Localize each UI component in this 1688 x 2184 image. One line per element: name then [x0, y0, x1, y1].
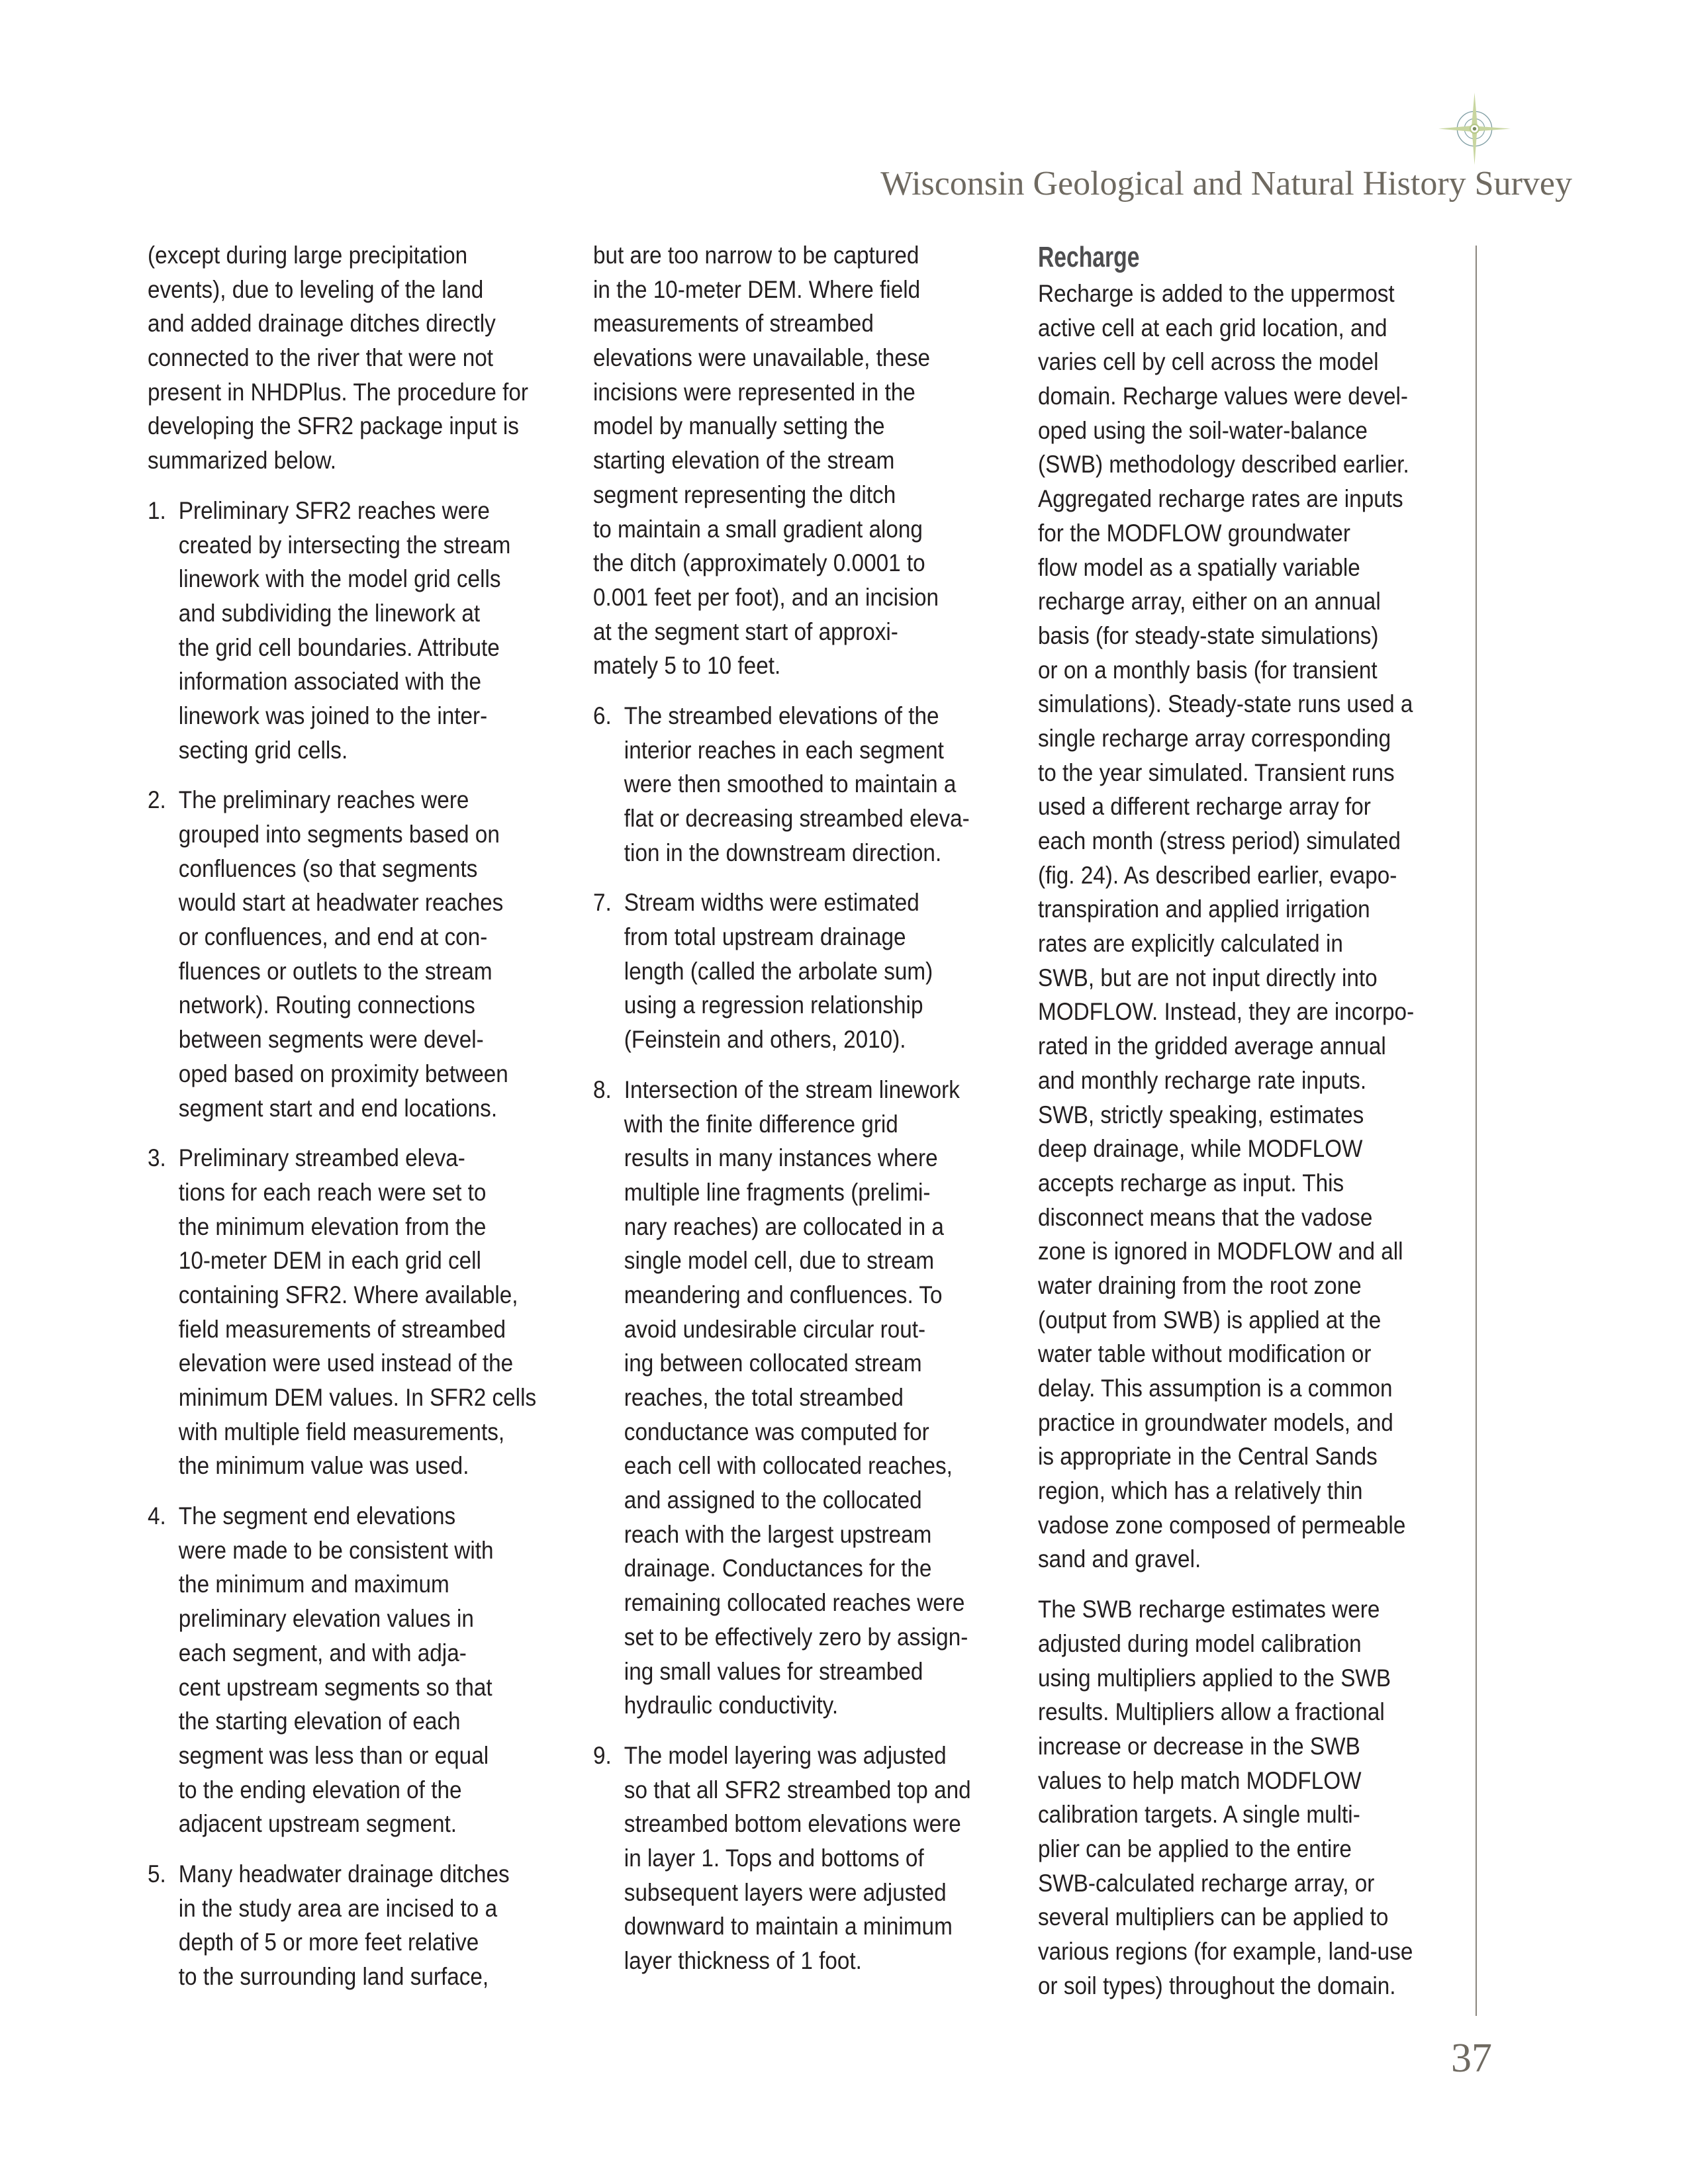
text-line: and added drainage ditches directly: [148, 310, 496, 338]
text-line: so that all SFR2 streambed top and: [624, 1776, 971, 1803]
text-line: with the finite difference grid: [624, 1110, 898, 1138]
text-line: 0.001 feet per foot), and an incision: [593, 583, 939, 611]
text-line: active cell at each grid location, and: [1038, 314, 1387, 341]
text-line: calibration targets. A single multi-: [1038, 1801, 1360, 1829]
text-line: Preliminary SFR2 reaches were: [178, 496, 490, 524]
text-line: The model layering was adjusted: [624, 1741, 947, 1769]
text-line: basis (for steady-state simulations): [1038, 621, 1379, 649]
text-line: events), due to leveling of the land: [148, 275, 484, 303]
text-line: set to be effectively zero by assign-: [624, 1623, 968, 1651]
text-line: recharge array, either on an annual: [1038, 588, 1381, 615]
text-line: meandering and confluences. To: [624, 1281, 943, 1308]
list-item: [148, 1499, 541, 1841]
text-line: grouped into segments based on: [178, 821, 500, 848]
text-line: the grid cell boundaries. Attribute: [178, 633, 500, 661]
list-item-number: 1.: [148, 496, 166, 524]
list-item-number: 9.: [593, 1741, 612, 1769]
text-line: or on a monthly basis (for transient: [1038, 656, 1378, 684]
list-item-number: 4.: [148, 1502, 166, 1530]
text-line: (fig. 24). As described earlier, evapo-: [1038, 861, 1397, 889]
text-line: summarized below.: [148, 447, 337, 475]
text-line: or soil types) throughout the domain.: [1038, 1972, 1396, 1999]
text-line: subsequent layers were adjusted: [624, 1878, 947, 1906]
text-line: rates are explicitly calculated in: [1038, 930, 1343, 958]
list-item: [593, 1739, 986, 1978]
text-line: oped using the soil-water-balance: [1038, 416, 1368, 444]
text-line: cent upstream segments so that: [178, 1673, 492, 1701]
text-line: segment representing the ditch: [593, 480, 896, 508]
text-line: to the year simulated. Transient runs: [1038, 758, 1395, 786]
text-line: SWB-calculated recharge array, or: [1038, 1869, 1375, 1897]
list-item: [148, 783, 541, 1125]
publisher-header: Wisconsin Geological and Natural History Survey: [880, 165, 1572, 203]
list-item-number: 6.: [593, 702, 612, 729]
numbered-list: [593, 699, 986, 1978]
text-line: ing small values for streambed: [624, 1657, 923, 1685]
text-line: to the surrounding land surface,: [178, 1963, 489, 1990]
text-line: elevation were used instead of the: [178, 1349, 514, 1377]
text-line: water draining from the root zone: [1038, 1271, 1362, 1299]
column-2: [593, 238, 986, 1994]
text-line: and assigned to the collocated: [624, 1486, 922, 1514]
text-line: elevations were unavailable, these: [593, 344, 931, 372]
text-line: rated in the gridded average annual: [1038, 1032, 1386, 1060]
text-line: linework was joined to the inter-: [178, 702, 488, 729]
text-line: incisions were represented in the: [593, 378, 915, 406]
text-line: tion in the downstream direction.: [624, 839, 942, 866]
text-line: secting grid cells.: [178, 736, 348, 764]
text-line: (output from SWB) is applied at the: [1038, 1306, 1382, 1334]
list-item: [593, 886, 986, 1056]
text-line: were then smoothed to maintain a: [624, 770, 957, 798]
numbered-list: [148, 494, 541, 1994]
compass-rose-icon: [1436, 93, 1513, 172]
text-line: avoid undesirable circular rout-: [624, 1315, 926, 1343]
text-line: to maintain a small gradient along: [593, 515, 923, 543]
recharge-paragraph: [1038, 1592, 1431, 2003]
text-line: developing the SFR2 package input is: [148, 412, 519, 440]
text-line: downward to maintain a minimum: [624, 1913, 953, 1940]
text-line: various regions (for example, land-use: [1038, 1938, 1413, 1965]
text-line: Intersection of the stream linework: [624, 1075, 960, 1103]
text-line: conductance was computed for: [624, 1418, 929, 1445]
text-line: (SWB) methodology described earlier.: [1038, 451, 1409, 478]
list-item-number: 3.: [148, 1144, 166, 1172]
text-line: using a regression relationship: [624, 991, 923, 1019]
text-line: were made to be consistent with: [178, 1536, 494, 1564]
text-line: present in NHDPlus. The procedure for: [148, 378, 529, 406]
text-line: the minimum and maximum: [178, 1570, 449, 1598]
text-line: water table without modification or: [1038, 1340, 1372, 1368]
text-line: several multipliers can be applied to: [1038, 1903, 1389, 1931]
text-line: disconnect means that the vadose: [1038, 1203, 1373, 1231]
text-line: simulations). Steady-state runs used a: [1038, 690, 1413, 718]
text-line: in layer 1. Tops and bottoms of: [624, 1844, 924, 1872]
text-line: for the MODFLOW groundwater: [1038, 519, 1350, 547]
text-line: domain. Recharge values were devel-: [1038, 383, 1408, 410]
list-item-number: 8.: [593, 1075, 612, 1103]
text-line: multiple line fragments (prelimi-: [624, 1178, 931, 1206]
text-line: the starting elevation of each: [178, 1707, 461, 1735]
text-line: in the study area are incised to a: [178, 1894, 498, 1922]
text-line: and monthly recharge rate inputs.: [1038, 1066, 1367, 1094]
text-line: each cell with collocated reaches,: [624, 1452, 953, 1480]
text-line: segment was less than or equal: [178, 1741, 489, 1769]
text-line: the ditch (approximately 0.0001 to: [593, 549, 925, 577]
list-item: [148, 1141, 541, 1483]
text-line: (except during large precipitation: [148, 242, 468, 269]
text-line: The segment end elevations: [178, 1502, 456, 1530]
page-number: 37: [1451, 2036, 1492, 2081]
text-line: drainage. Conductances for the: [624, 1555, 932, 1582]
text-line: Recharge is added to the uppermost: [1038, 280, 1395, 307]
list-item-number: 2.: [148, 786, 166, 814]
intro-paragraph: [148, 238, 541, 478]
text-line: plier can be applied to the entire: [1038, 1835, 1352, 1862]
text-line: delay. This assumption is a common: [1038, 1375, 1393, 1402]
text-line: depth of 5 or more feet relative: [178, 1929, 479, 1956]
text-line: vadose zone composed of permeable: [1038, 1511, 1406, 1539]
text-line: network). Routing connections: [178, 991, 475, 1019]
list-item-number: 7.: [593, 889, 612, 917]
text-line: The streambed elevations of the: [624, 702, 939, 729]
item-5-continuation: [593, 238, 986, 683]
text-line: using multipliers applied to the SWB: [1038, 1664, 1391, 1692]
text-line: minimum DEM values. In SFR2 cells: [178, 1384, 537, 1411]
text-line: the minimum elevation from the: [178, 1212, 487, 1240]
text-line: MODFLOW. Instead, they are incorpo-: [1038, 998, 1415, 1026]
text-line: in the 10-meter DEM. Where field: [593, 275, 921, 303]
text-line: The preliminary reaches were: [178, 786, 469, 814]
text-line: fluences or outlets to the stream: [178, 957, 492, 985]
text-line: single model cell, due to stream: [624, 1247, 935, 1275]
text-line: sand and gravel.: [1038, 1545, 1201, 1573]
section-heading-recharge: Recharge: [1038, 241, 1140, 273]
text-line: SWB, strictly speaking, estimates: [1038, 1101, 1364, 1128]
text-line: reach with the largest upstream: [624, 1520, 932, 1548]
text-line: oped based on proximity between: [178, 1060, 508, 1087]
text-line: linework with the model grid cells: [178, 565, 501, 593]
text-line: each month (stress period) simulated: [1038, 827, 1401, 854]
text-line: adjusted during model calibration: [1038, 1629, 1362, 1657]
text-line: length (called the arbolate sum): [624, 957, 933, 985]
text-line: layer thickness of 1 foot.: [624, 1947, 862, 1974]
text-line: ing between collocated stream: [624, 1349, 922, 1377]
list-item: [148, 1857, 541, 1994]
text-line: mately 5 to 10 feet.: [593, 652, 781, 680]
text-line: adjacent upstream segment.: [178, 1810, 457, 1838]
text-line: varies cell by cell across the model: [1038, 348, 1379, 376]
text-line: or confluences, and end at con-: [178, 923, 488, 951]
text-line: single recharge array corresponding: [1038, 724, 1391, 752]
text-line: confluences (so that segments: [178, 854, 478, 882]
text-line: reaches, the total streambed: [624, 1384, 904, 1411]
text-line: 10-meter DEM in each grid cell: [178, 1247, 481, 1275]
text-line: tions for each reach were set to: [178, 1178, 487, 1206]
text-line: increase or decrease in the SWB: [1038, 1732, 1360, 1760]
text-line: containing SFR2. Where available,: [178, 1281, 518, 1308]
text-line: at the segment start of approxi-: [593, 617, 898, 645]
text-line: field measurements of streambed: [178, 1315, 506, 1343]
text-line: results in many instances where: [624, 1144, 938, 1172]
text-line: would start at headwater reaches: [178, 889, 504, 917]
text-line: and subdividing the linework at: [178, 599, 481, 627]
column-divider: [1476, 246, 1477, 2016]
text-line: interior reaches in each segment: [624, 736, 944, 764]
text-line: values to help match MODFLOW: [1038, 1766, 1362, 1794]
text-line: used a different recharge array for: [1038, 793, 1371, 821]
text-line: Many headwater drainage ditches: [178, 1860, 510, 1888]
text-line: from total upstream drainage: [624, 923, 906, 951]
text-line: accepts recharge as input. This: [1038, 1169, 1344, 1197]
column-1: [148, 238, 541, 2010]
text-line: preliminary elevation values in: [178, 1605, 474, 1633]
text-line: the minimum value was used.: [178, 1452, 469, 1480]
text-line: Stream widths were estimated: [624, 889, 919, 917]
text-line: SWB, but are not input directly into: [1038, 964, 1378, 991]
text-line: flow model as a spatially variable: [1038, 553, 1360, 581]
text-line: (Feinstein and others, 2010).: [624, 1026, 906, 1054]
text-line: nary reaches) are collocated in a: [624, 1212, 944, 1240]
list-item-number: 5.: [148, 1860, 166, 1888]
text-line: model by manually setting the: [593, 412, 885, 440]
list-item: [148, 494, 541, 768]
text-line: but are too narrow to be captured: [593, 242, 919, 269]
text-line: to the ending elevation of the: [178, 1776, 462, 1803]
list-item: [593, 699, 986, 870]
text-line: connected to the river that were not: [148, 344, 494, 372]
text-line: created by intersecting the stream: [178, 531, 511, 559]
text-line: Aggregated recharge rates are inputs: [1038, 485, 1403, 513]
text-line: information associated with the: [178, 668, 481, 696]
text-line: between segments were devel-: [178, 1026, 484, 1054]
list-item: [593, 1073, 986, 1723]
text-line: is appropriate in the Central Sands: [1038, 1443, 1378, 1471]
text-line: practice in groundwater models, and: [1038, 1408, 1393, 1436]
text-line: deep drainage, while MODFLOW: [1038, 1135, 1363, 1163]
text-line: zone is ignored in MODFLOW and all: [1038, 1238, 1403, 1265]
text-line: with multiple field measurements,: [178, 1418, 505, 1445]
text-line: streambed bottom elevations were: [624, 1810, 961, 1838]
text-line: starting elevation of the stream: [593, 447, 895, 475]
text-line: The SWB recharge estimates were: [1038, 1596, 1380, 1623]
column-3: [1038, 238, 1431, 2019]
recharge-paragraph: [1038, 277, 1431, 1576]
text-line: segment start and end locations.: [178, 1094, 498, 1122]
text-line: region, which has a relatively thin: [1038, 1477, 1363, 1505]
text-line: Preliminary streambed eleva-: [178, 1144, 465, 1172]
text-line: remaining collocated reaches were: [624, 1589, 965, 1617]
text-line: transpiration and applied irrigation: [1038, 895, 1370, 923]
text-line: each segment, and with adja-: [178, 1639, 467, 1666]
text-line: measurements of streambed: [593, 310, 874, 338]
text-line: hydraulic conductivity.: [624, 1692, 839, 1719]
text-line: flat or decreasing streambed eleva-: [624, 805, 970, 832]
text-line: results. Multipliers allow a fractional: [1038, 1698, 1385, 1726]
